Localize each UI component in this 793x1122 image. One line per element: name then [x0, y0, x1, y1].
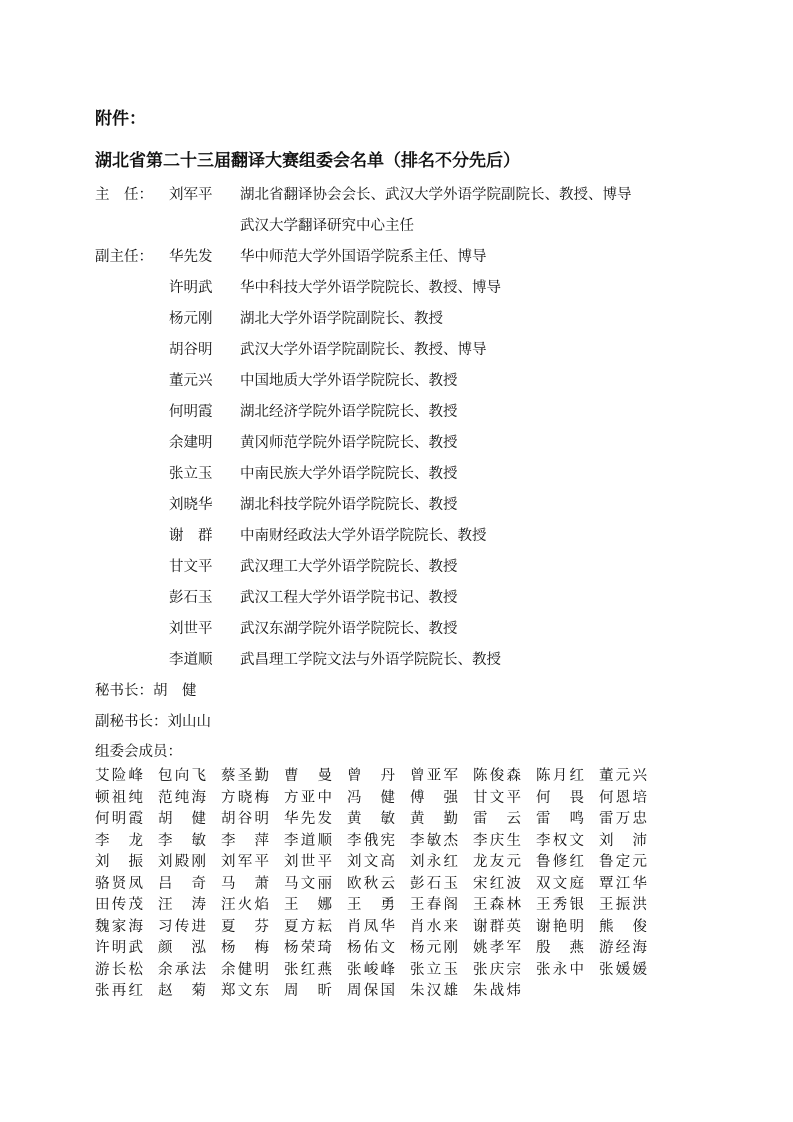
member-name: 雷万忠 [599, 811, 647, 827]
member-name: 蔡圣勤 [221, 768, 269, 784]
member-name: 包向飞 [158, 768, 206, 784]
member-name: 何 畏 [536, 789, 584, 806]
member-name: 王 娜 [284, 897, 332, 913]
member-name: 陈俊森 [473, 768, 521, 784]
vice-director-desc: 华中师范大学外国语学院系主任、博导 [240, 249, 487, 265]
member-name: 刘世平 [284, 854, 332, 870]
vice-director-desc: 武汉工程大学外语学院书记、教授 [240, 590, 458, 606]
attachment-label: 附件： [95, 109, 146, 129]
vice-director-role: 副主任： [95, 249, 153, 265]
member-name: 杨佑文 [347, 940, 395, 956]
document-title: 湖北省第二十三届翻译大赛组委会名单（排名不分先后） [95, 151, 520, 171]
member-name: 何明霞 [95, 811, 143, 827]
member-name: 曾亚军 [410, 768, 458, 784]
vice-director-row [95, 273, 755, 304]
secretary-general: 秘书长：胡 健 [95, 683, 197, 699]
vice-director-row [95, 335, 755, 366]
member-name: 甘文平 [473, 789, 521, 806]
member-name: 王振洪 [599, 897, 647, 913]
vice-director-name: 彭石玉 [169, 590, 213, 606]
member-name: 颜 泓 [158, 940, 206, 956]
director-role: 主 任： [95, 187, 153, 203]
member-name: 宋红波 [473, 875, 521, 892]
vice-director-row [95, 304, 755, 335]
member-name: 雷 鸣 [536, 811, 584, 827]
member-name: 魏家海 [95, 918, 143, 935]
member-name: 黄 敏 [347, 811, 395, 827]
director-desc-line-1: 湖北省翻译协会会长、武汉大学外语学院副院长、教授、博导 [240, 187, 632, 203]
member-name: 李庆生 [473, 832, 521, 849]
director-row-cont [95, 211, 755, 242]
vice-director-row [95, 490, 755, 521]
vice-director-row [95, 242, 755, 273]
member-name: 谢群英 [473, 918, 521, 935]
member-name: 田传茂 [95, 897, 143, 913]
member-name: 刘殿刚 [158, 854, 206, 870]
vice-director-desc: 湖北大学外语学院副院长、教授 [240, 311, 443, 327]
member-name: 习传进 [158, 918, 206, 935]
deputy-secretary-general: 副秘书长：刘山山 [95, 714, 211, 730]
vice-director-desc: 黄冈师范学院外语学院院长、教授 [240, 435, 458, 451]
member-name: 张峻峰 [347, 961, 395, 978]
member-name: 周 昕 [284, 983, 332, 999]
member-name: 张庆宗 [473, 961, 521, 978]
members-label: 组委会成员： [95, 744, 182, 760]
member-name: 胡谷明 [221, 811, 269, 827]
member-name: 肖凤华 [347, 918, 395, 935]
member-name: 肖水来 [410, 918, 458, 935]
member-name: 朱汉雄 [410, 983, 458, 999]
vice-director-row [95, 428, 755, 459]
member-name: 汪火焰 [221, 897, 269, 913]
member-name: 姚孝军 [473, 940, 521, 956]
member-name: 华先发 [284, 811, 332, 827]
vice-director-name: 甘文平 [169, 559, 213, 575]
vice-director-name: 杨元刚 [169, 311, 213, 327]
member-name: 张永中 [536, 961, 584, 978]
vice-director-row [95, 645, 755, 676]
member-name: 李俄宪 [347, 832, 395, 849]
member-name: 朱战炜 [473, 983, 521, 999]
vice-director-name: 余建明 [169, 435, 213, 451]
member-name: 张红燕 [284, 961, 332, 978]
member-name: 刘 振 [95, 854, 143, 870]
member-name: 方亚中 [284, 789, 332, 806]
member-name: 曹 曼 [284, 768, 332, 784]
member-name: 范纯海 [158, 789, 206, 806]
vice-director-row [95, 521, 755, 552]
vice-director-name: 胡谷明 [169, 342, 213, 358]
member-name: 汪 涛 [158, 897, 206, 913]
member-name: 夏方耘 [284, 918, 332, 935]
members-grid [95, 766, 755, 1003]
member-name: 熊 俊 [599, 918, 647, 935]
member-name: 杨元刚 [410, 940, 458, 956]
member-name: 张媛媛 [599, 961, 647, 978]
vice-director-desc: 中国地质大学外语学院院长、教授 [240, 373, 458, 389]
member-name: 王春阁 [410, 897, 458, 913]
member-name: 张再红 [95, 983, 143, 999]
vice-director-row [95, 552, 755, 583]
member-name: 游长松 [95, 961, 143, 978]
member-name: 董元兴 [599, 768, 647, 784]
member-name: 李 敏 [158, 832, 206, 849]
member-name: 王秀银 [536, 897, 584, 913]
member-name: 欧秋云 [347, 875, 395, 892]
member-name: 李权文 [536, 832, 584, 849]
member-name: 鲁定元 [599, 854, 647, 870]
vice-director-desc: 湖北科技学院外语学院院长、教授 [240, 497, 458, 513]
member-name: 覃江华 [599, 875, 647, 892]
member-name: 陈月红 [536, 768, 584, 784]
vice-director-name: 董元兴 [169, 373, 213, 389]
member-name: 杨荣琦 [284, 940, 332, 956]
member-name: 谢艳明 [536, 918, 584, 935]
member-name: 李 龙 [95, 832, 143, 849]
vice-director-row [95, 397, 755, 428]
member-name: 鲁修红 [536, 854, 584, 870]
director-name: 刘军平 [169, 187, 213, 203]
member-name: 冯 健 [347, 789, 395, 806]
vice-director-desc: 武昌理工学院文法与外语学院院长、教授 [240, 652, 501, 668]
member-name: 双文庭 [536, 875, 584, 892]
member-name: 何恩培 [599, 789, 647, 806]
vice-director-name: 张立玉 [169, 466, 213, 482]
member-name: 刘永红 [410, 854, 458, 870]
vice-director-desc: 武汉大学外语学院副院长、教授、博导 [240, 342, 487, 358]
vice-director-desc: 中南财经政法大学外语学院院长、教授 [240, 528, 487, 544]
member-name: 游经海 [599, 940, 647, 956]
member-name: 刘文高 [347, 854, 395, 870]
vice-director-desc: 武汉东湖学院外语学院院长、教授 [240, 621, 458, 637]
member-name: 黄 勤 [410, 811, 458, 827]
member-name: 余承法 [158, 961, 206, 978]
vice-director-row [95, 614, 755, 645]
director-desc-line-2: 武汉大学翻译研究中心主任 [240, 218, 414, 234]
vice-director-name: 李道顺 [169, 652, 213, 668]
vice-director-name: 刘晓华 [169, 497, 213, 513]
vice-director-row [95, 366, 755, 397]
vice-director-name: 谢 群 [169, 528, 213, 544]
member-name: 骆贤凤 [95, 875, 143, 892]
member-name: 杨 梅 [221, 940, 269, 956]
member-name: 马 萧 [221, 875, 269, 892]
member-name: 李道顺 [284, 832, 332, 849]
vice-director-list [95, 242, 755, 676]
member-name: 余健明 [221, 961, 269, 978]
member-name: 殷 燕 [536, 940, 584, 956]
member-name: 艾险峰 [95, 768, 143, 784]
member-name: 李 萍 [221, 832, 269, 849]
vice-director-desc: 华中科技大学外语学院院长、教授、博导 [240, 280, 501, 296]
member-name: 王森林 [473, 897, 521, 913]
member-name: 方晓梅 [221, 789, 269, 806]
vice-director-name: 华先发 [169, 249, 213, 265]
member-name: 刘军平 [221, 854, 269, 870]
vice-director-name: 何明霞 [169, 404, 213, 420]
committee-roster [95, 180, 755, 1003]
member-name: 吕 奇 [158, 875, 206, 892]
member-name: 胡 健 [158, 811, 206, 827]
vice-director-row [95, 583, 755, 614]
member-name: 周保国 [347, 983, 395, 999]
vice-director-name: 刘世平 [169, 621, 213, 637]
vice-director-desc: 中南民族大学外语学院院长、教授 [240, 466, 458, 482]
member-name: 刘 沛 [599, 832, 647, 849]
member-name: 彭石玉 [410, 875, 458, 892]
member-name: 王 勇 [347, 897, 395, 913]
vice-director-name: 许明武 [169, 280, 213, 296]
member-name: 傅 强 [410, 789, 458, 806]
member-name: 许明武 [95, 940, 143, 956]
member-name: 龙友元 [473, 854, 521, 870]
member-name: 赵 菊 [158, 983, 206, 999]
vice-director-desc: 武汉理工大学外语学院院长、教授 [240, 559, 458, 575]
member-name: 马文丽 [284, 875, 332, 892]
member-name: 郑文东 [221, 983, 269, 999]
vice-director-row [95, 459, 755, 490]
member-name: 李敏杰 [410, 832, 458, 849]
member-name: 雷 云 [473, 811, 521, 827]
vice-director-desc: 湖北经济学院外语学院院长、教授 [240, 404, 458, 420]
member-name: 张立玉 [410, 961, 458, 978]
member-name: 曾 丹 [347, 768, 395, 784]
member-name: 顿祖纯 [95, 789, 143, 806]
director-row [95, 180, 755, 211]
member-name: 夏 芬 [221, 918, 269, 935]
